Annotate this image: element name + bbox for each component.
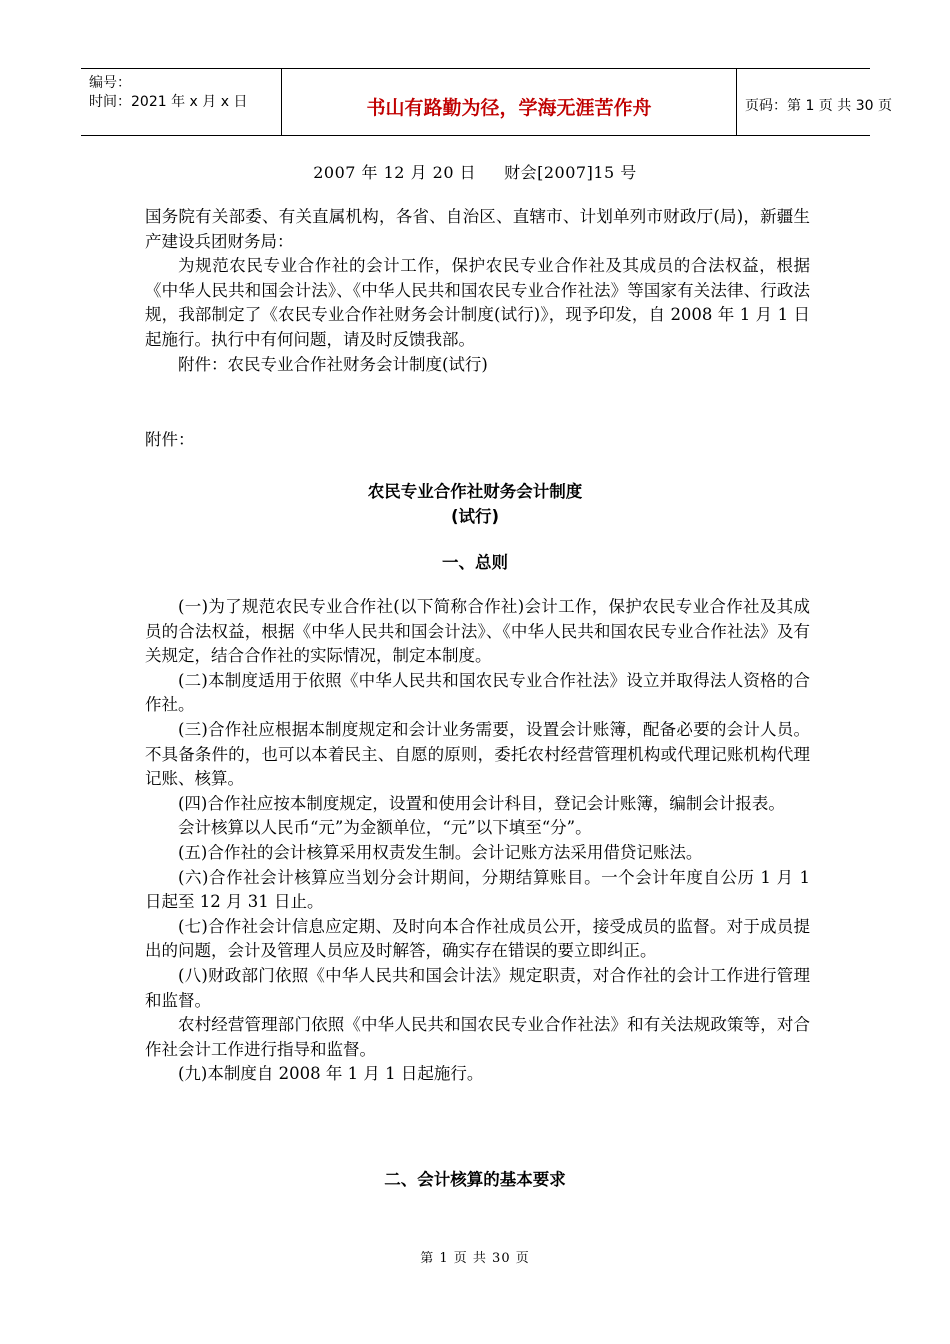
section-heading: 一、总则 — [442, 553, 508, 572]
notice-body — [145, 205, 810, 377]
clause-paragraph: (九)本制度自 2008 年 1 月 1 日起施行。 — [178, 1064, 484, 1084]
section-heading: 二、会计核算的基本要求 — [384, 1170, 566, 1189]
clause-paragraph: 农村经营管理部门依照《中华人民共和国农民专业合作社法》和有关法规政策等，对合作社会计工作进行指导和监督。 — [145, 1015, 810, 1059]
section-body — [145, 595, 810, 1087]
clause-paragraph: (八)财政部门依照《中华人民共和国会计法》规定职责，对合作社的会计工作进行管理和监督。 — [145, 965, 810, 1010]
document-number: 财会[2007]15 号 — [504, 163, 637, 182]
header-meta-cell — [81, 69, 281, 135]
issue-date-line — [0, 160, 950, 183]
notice-paragraph: 为规范农民专业合作社的会计工作，保护农民专业合作社及其成员的合法权益，根据《中华人民共和国会计法》、《中华人民共和国农民专业合作社法》等国家有关法律、行政法规，我部制定了《农民专业合作社财务会计制度(试行)》，现予印发，自 2008 年 1 月 1 日起施行。执行中有何问题，请及时反馈我部。 — [145, 256, 810, 349]
header-motto: 书山有路勤为径，学海无涯苦作舟 — [366, 97, 652, 119]
attachment-reference: 附件：农民专业合作社财务会计制度(试行) — [178, 354, 488, 374]
clause-paragraph: (二)本制度适用于依照《中华人民共和国农民专业合作社法》设立并取得法人资格的合作社。 — [145, 670, 810, 715]
issue-date: 2007 年 12 月 20 日 — [313, 163, 477, 182]
header-motto-cell — [281, 69, 737, 135]
doc-subtitle: (试行) — [450, 507, 500, 526]
header-page-cell — [737, 69, 892, 135]
clause-paragraph: (三)合作社应根据本制度规定和会计业务需要，设置会计账簿，配备必要的会计人员。不具备条件的，也可以本着民主、自愿的原则，委托农村经营管理机构或代理记账机构代理记账、核算。 — [145, 719, 810, 789]
addressee: 国务院有关部委、有关直属机构，各省、自治区、直辖市、计划单列市财政厅(局)，新疆生产建设兵团财务局： — [145, 207, 810, 251]
doc-time-label: 时间：2021 年 x 月 x 日 — [89, 94, 248, 110]
clause-paragraph: 会计核算以人民币“元”为金额单位，“元”以下填至“分”。 — [178, 818, 592, 838]
clause-paragraph: (四)合作社应按本制度规定，设置和使用会计科目，登记会计账簿，编制会计报表。 — [178, 793, 785, 813]
header-page-info: 页码：第 1 页 共 30 页 — [745, 98, 892, 114]
doc-number-label: 编号： — [89, 75, 131, 91]
doc-title: 农民专业合作社财务会计制度 — [367, 482, 583, 501]
clause-paragraph: (六)合作社会计核算应当划分会计期间，分期结算账目。一个会计年度自公历 1 月 1 日起至 12 月 31 日止。 — [145, 867, 810, 912]
attachment-label: 附件： — [145, 430, 195, 449]
clause-paragraph: (五)合作社的会计核算采用权责发生制。会计记账方法采用借贷记账法。 — [178, 842, 703, 862]
page-footer: 第 1 页 共 30 页 — [420, 1251, 530, 1266]
page-header — [81, 68, 892, 136]
attachment-block — [145, 428, 810, 453]
clause-paragraph: (一)为了规范农民专业合作社(以下简称合作社)会计工作，保护农民专业合作社及其成员的合法权益，根据《中华人民共和国会计法》、《中华人民共和国农民专业合作社法》及有关规定，结合合作社的实际情况，制定本制度。 — [145, 597, 810, 666]
clause-paragraph: (七)合作社会计信息应定期、及时向本合作社成员公开，接受成员的监督。对于成员提出的问题，会计及管理人员应及时解答，确实存在错误的要立即纠正。 — [145, 916, 810, 961]
